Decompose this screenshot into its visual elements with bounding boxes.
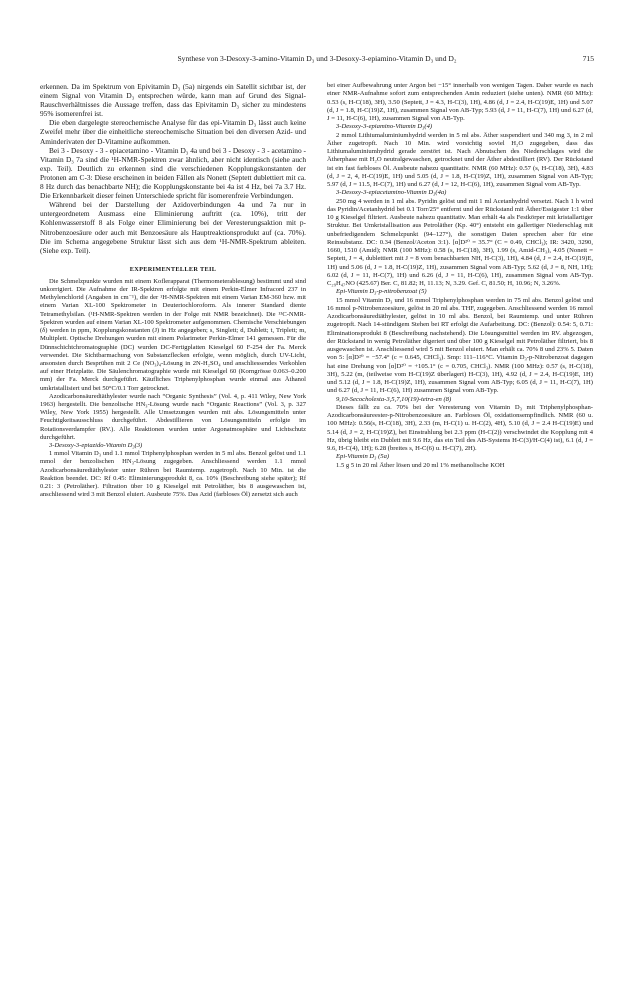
compound-subheading: Epi-Vitamin D₃ (5a) — [336, 453, 390, 461]
paragraph: 2 mmol Lithiumaluminiumhydrid werden in 5 ml abs. Äther suspendiert und 340 mg 3, in 2 ml Äther zugetropft. Nach 10 Min. wird vorsichtig soviel H₂O zugegeben, dass das Lithiumaluminiumhydrid gerade zerstört ist. Nach Abnutschen des Niederschlages wird die Ätherphase mit H₂O neutralgewaschen, getrocknet und der Äther abdestilliert (RV). Der Rückstand ist ein fast farbloses Öl. Ausbeute nahezu quantitativ. NMR (60 MHz): 0.57 (s, H-C(18), 3H), 4.83 (d, J = 2, 4, H-C(19)E, 1H) und 5.05 (d, J = 1.8, H-C(19)Z, 1H), zusammen Signal von AB-Typ; 5.97 (d, J = 11.5, H-C(7), 1H) und 6.27 (d, J = 12, H-C(6), 1H), zusammen Signal vom AB-Typ. — [327, 131, 593, 188]
paragraph: 250 mg 4 werden in 1 ml abs. Pyridin gelöst und mit 1 ml Acetanhydrid versetzt. Nach 1 h wird das Pyridin/Acetanhydrid bei 0.1 Torr/25° entfernt und der Rückstand mit Äther/Essigester 1:1 über 10 g Kieselgel filtriert. Ausbeute nahezu quantitativ. Man erhält 4a als Festkörper mit kristallartiger Struktur. Bei Umkristallisation aus Petroläther (Kp. 40°) entsteht ein gallertiger Niederschlag mit unbefriedigendem Schmelzpunkt (94–127°), die sonstigen Daten sprechen aber für eine Reinsubstanz. DC: 0.34 (Benzol/Aceton 3:1). [α]D²⁰ = 35.7° (C = 0.49, CHCl₃); IR: 3420, 3290, 1660, 1510 (Amid); NMR (100 MHz): 0.58 (s, H-C(18), 3H), 1.99 (s, Amid-CH₃), 4.05 (Nonett = Septett, J = 4, dublettiert mit J = 8 vom benachbarten NH, H-C(3), 1H), 4.84 (d, J = 2.4, H-C(19)E, 1H) und 5.06 (d, J = 1.8, H-C(19)Z, 1H), zusammen Signal vom AB-Typ; 5.62 (d, J = 8, NH, 1H); 6.02 (d, J = 11, H-C(7), 1H) und 6.26 (d, J = 11, H-C(6), 1H), zusammen Signal vom AB-Typ. C₂₉H₄₇NO (425.67) Ber. C, 81.82; H, 11.13; N, 3.29. Gef. C, 81.50; H, 10.96; N, 3.26%. — [327, 197, 593, 287]
section-heading-experimental: EXPERIMENTELLER TEIL — [129, 265, 217, 273]
compound-subheading: 9,10-Secocholesta-3,5,7,10(19)-tetra-en (8) — [336, 395, 452, 403]
right-column — [327, 82, 593, 470]
paragraph: erkennen. Da im Spektrum von Epivitamin D₃ (5a) nirgends ein Satellit sichtbar ist, der einem Signal von Vitamin D₃ entsprechen würde, kann man auf Grund des Signal-Rauschverhältnisses die Aussage treffen, dass das Epivitamin D₃ sicher zu mindestens 95% isomerenfrei ist. — [40, 82, 306, 119]
paragraph: 1.5 g 5 in 20 ml Äther lösen und 20 ml 1% methanolische KOH — [336, 461, 505, 469]
paragraph: Azodicarbonsäurediäthylester wurde nach “Organic Synthesis” (Vol. 4, p. 411 Wiley, New York 1963) hergestellt. Die benzolische HN₃-Lösung wurde nach “Organic Reactions” (Vol. 3, p. 327 Wiley, New York 1955) hergestellt. Alle Umsetzungen wurden mit abs. Lösungsmitteln unter Feuchtigkeitsausschluss durchgeführt. Abdestillieren von Lösungsmitteln erfolgte im Rotationsverdampfer (RV.). Alle Reaktionen wurden unter Argonatmosphäre und Lichtschutz durchgeführt. — [40, 392, 306, 441]
compound-subheading: Epi-Vitamin D₃-p-nitrobenzoat (5) — [336, 288, 427, 296]
left-column — [40, 82, 306, 499]
paragraph: Die Schmelzpunkte wurden mit einem Koflerapparat (Thermometerablesung) bestimmt und sind unkorrigiert. Die Aufnahme der IR-Spektren erfolgte mit einem Perkin-Elmer Infracord 237 in Methylenchlorid (Angaben in cm⁻¹), die der ¹H-NMR-Spektren mit einem Varian EM-360 bzw. mit einem Varian XL-100 Spektrometer in Deuteriochloroform. Als innerer Standard diente Tetramethylsilan. (¹H-NMR-Spektren werden in der Folge mit NMR bezeichnet). Die ¹³C-NMR-Spektren wurden auf einem Varian XL-100 Spektrometer aufgenommen. Chemische Verschiebungen (δ) werden in ppm, Kopplungskonstanten (J) in Hz angegeben; s, Singlett; d, Dublett; t, Triplett; m, Multiplett. Optische Drehungen wurden mit einem Polarimeter Perkin-Elmer 141 gemessen. Für die Dünnschichtchromatographie (DC) wurden DC-Fertigplatten Kieselgel 60 F-254 der Fa. Merck verwendet. Die Sichtbarmachung von Substanzflecken erfolgte, wenn möglich, durch UV-Licht, ansonsten durch Besprühen mit 2 Ce (NO₃)₄-Lösung in 2N-H₂SO₄ und anschliessendes Verkohlen auf einer Heizplatte. Die Säulenchromatographie wurde mit Kieselgel 60 (Korngrösse 0.063–0.200 mm) der Fa. Merck durchgeführt. Käufliches Triphenylphosphan wurde einmal aus Äthanol umkristallisiert und bei 50°C/0.1 Torr getrocknet. — [40, 277, 306, 392]
paragraph: Während bei der Darstellung der Azidoverbindungen 4a und 7a nur in untergeordnetem Ausmass eine Eliminierung auftritt (ca. 10%), tritt der Kohlenwasserstoff 8 als Folge einer Eliminierung bei der Veresterungsaktion mit p-Nitrobenzoesäure oder auch mit Benzoesäure als Hauptreaktionsprodukt auf (ca. 70%). Die im Schema angegebene Struktur lässt sich aus dem ¹H-NMR-Spektrum ableiten. (Siehe exp. Teil). — [40, 200, 306, 255]
paragraph: 1 mmol Vitamin D₃ und 1.1 mmol Triphenylphosphan werden in 5 ml abs. Benzol gelöst und 1.1 mmol der benzolischen HN₃-Lösung zugegeben. Anschliessend werden 1.1 mmol Azodicarbonsäurediäthylester unter Rühren bei Raumtemp. zugetropft. Nach 10 Min. ist die Reaktion beendet. DC: Rf 0.45: Eliminierungsprodukt 8, ca. 10% (Beschreibung siehe später); Rf 0.21: 3 (Petroläther). Filtration über 10 g Kieselgel mit Petroläther, bis 8 ausgewaschen ist, anschliessend wird 3 mit Benzol eluiert. Ausbeute 75%. Das Azid (farbloses Öl) zersetzt sich auch — [40, 450, 306, 499]
compound-subheading: 3-Desoxy-3-epiamino-Vitamin D₃(4) — [336, 123, 433, 131]
running-header — [40, 54, 594, 68]
paragraph: bei einer Aufbewahrung unter Argon bei −15° innerhalb von wenigen Tagen. Daher wurde es nach einer NMR-Aufnahme sofort zum entsprechenden Amin reduziert (siehe unten). NMR (60 MHz): 0.53 (s, H-C(18), 3H), 3.50 (Septett, J = 4.3, H-C(3), 1H), 4.86 (d, J = 2.4, H-C(19)E, 1H) und 5.07 (d, J = 1.8, H-C(19)Z, 1H), zusammen Signal von AB-Typ; 5.93 (d, J = 11, H-C(7), 1H) und 6.27 (d, J = 11, H-C(6), 1H), zusammen Signal von AB-Typ. — [327, 82, 593, 122]
page-number: 715 — [582, 54, 594, 63]
compound-subheading: 3-Desoxy-3-epiacetamino-Vitamin D₃(4a) — [336, 189, 447, 197]
paragraph: Die eben dargelegte stereochemische Analyse für das epi-Vitamin D₃ lässt auch keine Zweifel mehr über die einheitliche stereochemische Situation bei den diversen Azid- und Aminderivaten der D-Vitamine aufkommen. — [40, 118, 306, 146]
paragraph: 15 mmol Vitamin D₃ und 16 mmol Triphenylphosphan werden in 75 ml abs. Benzol gelöst und 16 mmol p-Nitrobenzoesäure, gelöst in 20 ml abs. THF, zugegeben. Anschliessend werden 16 mmol Azodicarbonsäurediäthylester, gelöst in 10 ml abs. Benzol, bei Raumtemp. und unter Rühren zugetropft. Nach 14-stündigem Stehen bei RT erfolgt die Aufarbeitung. DC: (Benzol): 0.54: 5, 0.71: Eliminationsprodukt 8 (Beschreibung nachstehend). Die Lösungsmittel werden im RV. abgezogen, der Rückstand in wenig Petroläther digeriert und über 100 g Kieselgel mit Petroläther filtriert, bis 8 ausgewaschen ist. Anschliessend wird 5 mit Benzol eluiert. Man erhält ca. 70% 8 und 23% 5. Daten von 5: [α]D²⁰ = −57.4° (c = 0.645, CHCl₃). Smp: 111–116°C. Vitamin D₃-p-Nitrobenzoat dagegen hat eine Drehung von [α]D²⁰ = +105.1° (c = 0.705, CHCl₃). NMR (100 MHz): 0.57 (s, H-C(18), 3H), 5.22 (m, (teilweise vom H-C(19)Z überlagert) H-C(3), 1H), 4.92 (d, J = 2.4, H-C(19)E, 1H) und 5.12 (d, J = 1.8, H-C(19)Z, 1H), zusammen Signal vom AB-Typ; 6.05 (d, J = 11, H-C(7), 1H) und 6.27 (d, J = 11, H-C(6), 1H) zusammen Signal vom AB-Typ. — [327, 296, 593, 395]
compound-subheading: 3-Desoxy-3-epiazido-Vitamin D₃(3) — [49, 441, 143, 449]
paragraph: Bei 3 - Desoxy - 3 - epiacetamino - Vitamin D₃ 4a und bei 3 - Desoxy - 3 - acetamino - Vitamin D₃ 7a sind die ¹H-NMR-Spektren zwar ähnlich, aber nicht identisch (siehe auch exp. Teil). Deutlich zu erkennen sind die verschiedenen Kopplungskonstanten der Protonen am C-3: Diese erscheinen in beiden Fällen als Nonett (Septett dublettiert mit ca. 8 Hz durch das benachbarte NH); die Kopplungskonstante bei 4a ist 4 Hz, bei 7a 3.7 Hz. Die Erkennbarkeit dieser feinen Unterschiede spricht für isomerenfreie Verbindungen. — [40, 145, 306, 201]
paragraph: Dieses fällt zu ca. 70% bei der Veresterung von Vitamin D₃ mit Triphenylphosphan-Azodicarbonsäureester-p-Nitrobenzoesäure an. Farbloses Öl, oxidationsempfindlich. NMR (60 u. 100 MHz): 0.56(s, H-C(18), 3H), 2.33 (m, H-C(1) u. H-C(2), 4H), 5.10 (d, J = 2.4 H-C(19)E) und 5.14 (d, J = 2, H-C(19)Z), bei Einstrahlung bei 2.3 ppm (H-C(2)) verschwindet die Kopplung mit 4 Hz, übrig bleibt ein Dublett mit 9.6 Hz, das ein Teil des AB-Systems H-C(3)/H-C(4) ist), 6.1 (d, J = 9.6, H-C(4), 1H); 6.28 (breites s, H-C(6) u. H-C(7), 2H). — [327, 403, 593, 452]
running-title: Synthese von 3-Desoxy-3-amino-Vitamin D₃ und 3-Desoxy-3-epiamino-Vitamin D₃ und D₂ — [177, 54, 457, 63]
